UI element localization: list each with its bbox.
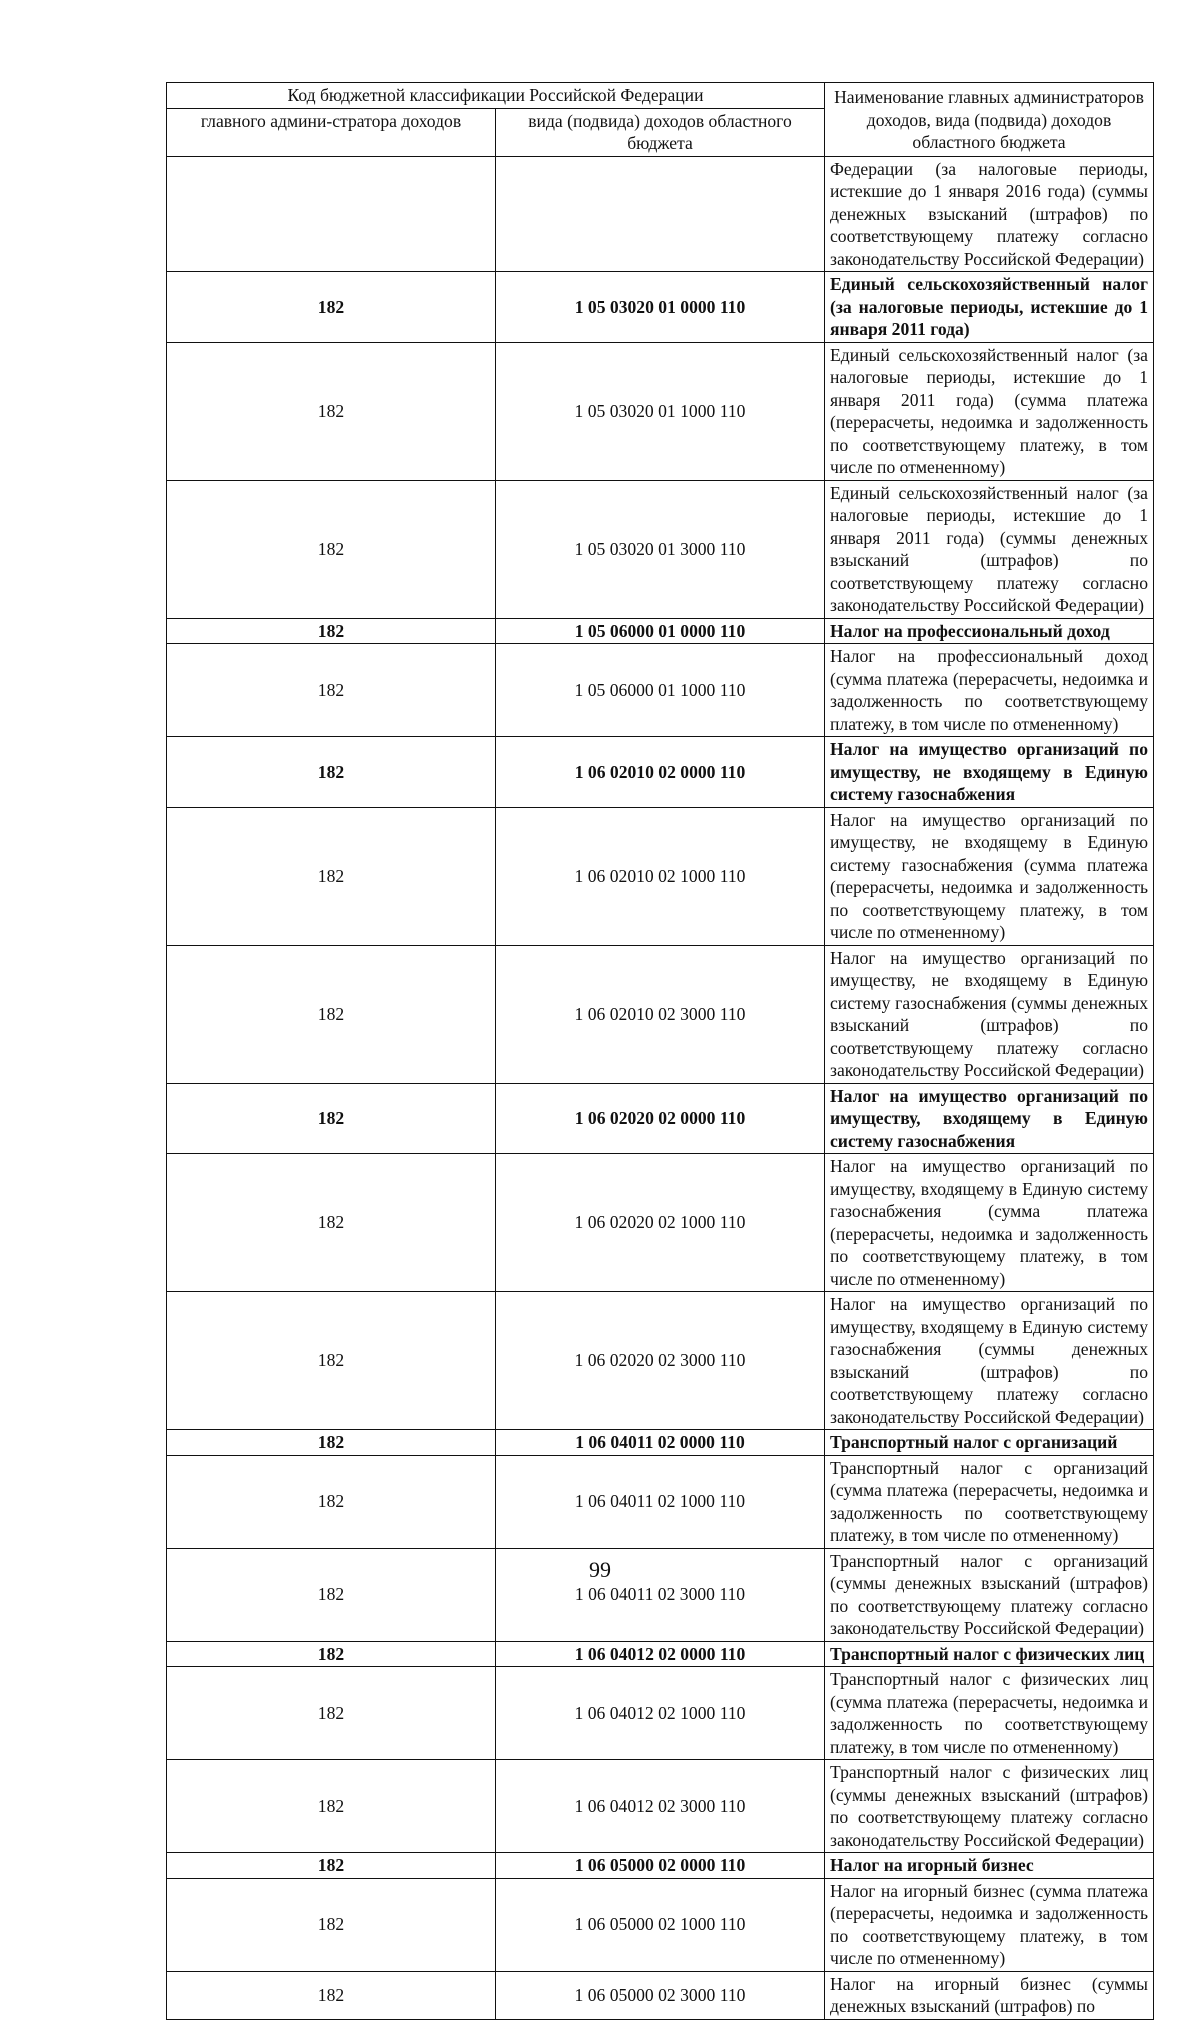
income-code-cell: 1 05 06000 01 1000 110 xyxy=(496,644,825,737)
income-name-cell: Налог на имущество организаций по имуществу, не входящему в Единую систему газоснабжения (суммы денежных взысканий (штрафов) по соответствующему платежу согласно законодательству Российской Федерации) xyxy=(825,945,1154,1083)
income-name-cell: Налог на игорный бизнес (суммы денежных взысканий (штрафов) по xyxy=(825,1971,1154,2019)
admin-code-cell: 182 xyxy=(167,342,496,480)
income-code-cell: 1 06 04011 02 3000 110 xyxy=(496,1548,825,1641)
income-name-cell: Налог на имущество организаций по имуществу, не входящему в Единую систему газоснабжения xyxy=(825,737,1154,808)
admin-code-cell: 182 xyxy=(167,807,496,945)
income-code-cell: 1 06 02010 02 0000 110 xyxy=(496,737,825,808)
admin-code-cell: 182 xyxy=(167,945,496,1083)
income-name-cell: Единый сельскохозяйственный налог (за налоговые периоды, истекшие до 1 января 2011 года) xyxy=(825,272,1154,343)
table-row xyxy=(167,945,1154,1083)
income-name-cell: Налог на игорный бизнес (сумма платежа (перерасчеты, недоимка и задолженность по соответствующему платежу, в том числе по отмененному) xyxy=(825,1878,1154,1971)
income-code-cell: 1 06 04012 02 0000 110 xyxy=(496,1641,825,1667)
admin-code-cell: 182 xyxy=(167,1154,496,1292)
income-name-cell: Транспортный налог с организаций xyxy=(825,1430,1154,1456)
income-name-cell: Транспортный налог с физических лиц xyxy=(825,1641,1154,1667)
table-row xyxy=(167,1430,1154,1456)
income-name-cell: Транспортный налог с организаций (суммы денежных взысканий (штрафов) по соответствующему платежу согласно законодательству Российской Федерации) xyxy=(825,1548,1154,1641)
table-row xyxy=(167,1641,1154,1667)
table-row xyxy=(167,272,1154,343)
income-code-cell: 1 06 02020 02 1000 110 xyxy=(496,1154,825,1292)
header-name: Наименование главных администраторов доходов, вида (подвида) доходов областного бюджета xyxy=(825,83,1154,157)
income-code-cell: 1 05 03020 01 0000 110 xyxy=(496,272,825,343)
income-code-cell: 1 05 06000 01 0000 110 xyxy=(496,618,825,644)
admin-code-cell: 182 xyxy=(167,1878,496,1971)
header-budget-code-group: Код бюджетной классификации Российской Федерации xyxy=(167,83,825,109)
income-code-cell: 1 06 02010 02 3000 110 xyxy=(496,945,825,1083)
table-row xyxy=(167,1878,1154,1971)
table-row xyxy=(167,1455,1154,1548)
table-row xyxy=(167,1154,1154,1292)
income-code-cell: 1 06 04011 02 0000 110 xyxy=(496,1430,825,1456)
document-page xyxy=(166,82,1154,2020)
table-row xyxy=(167,480,1154,618)
income-name-cell: Налог на имущество организаций по имуществу, не входящему в Единую систему газоснабжения (сумма платежа (перерасчеты, недоимка и задолженность по соответствующему платежу, в том числе по отмененному) xyxy=(825,807,1154,945)
admin-code-cell: 182 xyxy=(167,1971,496,2019)
table-row xyxy=(167,1292,1154,1430)
table-row xyxy=(167,1760,1154,1853)
admin-code-cell: 182 xyxy=(167,1430,496,1456)
table-row xyxy=(167,807,1154,945)
income-code-cell: 1 06 02020 02 3000 110 xyxy=(496,1292,825,1430)
income-code-cell: 1 06 05000 02 0000 110 xyxy=(496,1853,825,1879)
income-name-cell: Налог на имущество организаций по имуществу, входящему в Единую систему газоснабжения xyxy=(825,1083,1154,1154)
income-code-cell: 1 06 05000 02 1000 110 xyxy=(496,1878,825,1971)
income-name-cell: Транспортный налог с организаций (сумма платежа (перерасчеты, недоимка и задолженность по соответствующему платежу, в том числе по отмененному) xyxy=(825,1455,1154,1548)
income-name-cell: Транспортный налог с физических лиц (суммы денежных взысканий (штрафов) по соответствующему платежу согласно законодательству Российской Федерации) xyxy=(825,1760,1154,1853)
income-name-cell: Единый сельскохозяйственный налог (за налоговые периоды, истекшие до 1 января 2011 года) (сумма платежа (перерасчеты, недоимка и задолженность по соответствующему платежу, в том числе по отмененному) xyxy=(825,342,1154,480)
income-name-cell: Налог на игорный бизнес xyxy=(825,1853,1154,1879)
income-name-cell: Налог на профессиональный доход (сумма платежа (перерасчеты, недоимка и задолженность по соответствующему платежу, в том числе по отмененному) xyxy=(825,644,1154,737)
admin-code-cell: 182 xyxy=(167,1760,496,1853)
income-code-cell: 1 06 05000 02 3000 110 xyxy=(496,1971,825,2019)
income-name-cell: Налог на имущество организаций по имуществу, входящему в Единую систему газоснабжения (суммы денежных взысканий (штрафов) по соответствующему платежу согласно законодательству Российской Федерации) xyxy=(825,1292,1154,1430)
table-row xyxy=(167,618,1154,644)
admin-code-cell: 182 xyxy=(167,644,496,737)
table-row xyxy=(167,1853,1154,1879)
income-code-cell xyxy=(496,156,825,272)
income-code-cell: 1 06 02010 02 1000 110 xyxy=(496,807,825,945)
admin-code-cell: 182 xyxy=(167,1667,496,1760)
table-row xyxy=(167,156,1154,272)
admin-code-cell: 182 xyxy=(167,1548,496,1641)
admin-code-cell: 182 xyxy=(167,1292,496,1430)
admin-code-cell: 182 xyxy=(167,1641,496,1667)
table-row xyxy=(167,1971,1154,2019)
admin-code-cell: 182 xyxy=(167,1455,496,1548)
admin-code-cell: 182 xyxy=(167,272,496,343)
income-name-cell: Налог на профессиональный доход xyxy=(825,618,1154,644)
admin-code-cell: 182 xyxy=(167,618,496,644)
admin-code-cell xyxy=(167,156,496,272)
admin-code-cell: 182 xyxy=(167,1083,496,1154)
income-name-cell: Единый сельскохозяйственный налог (за налоговые периоды, истекшие до 1 января 2011 года) (суммы денежных взысканий (штрафов) по соответствующему платежу согласно законодательству Российской Федерации) xyxy=(825,480,1154,618)
header-income-type-code: вида (подвида) доходов областного бюджета xyxy=(496,108,825,156)
header-admin-code: главного админи-стратора доходов xyxy=(167,108,496,156)
page-number: 99 xyxy=(589,1557,611,1582)
income-name-cell: Транспортный налог с физических лиц (сумма платежа (перерасчеты, недоимка и задолженность по соответствующему платежу, в том числе по отмененному) xyxy=(825,1667,1154,1760)
income-code-cell: 1 06 04012 02 3000 110 xyxy=(496,1760,825,1853)
income-name-cell: Налог на имущество организаций по имуществу, входящему в Единую систему газоснабжения (сумма платежа (перерасчеты, недоимка и задолженность по соответствующему платежу, в том числе по отмененному) xyxy=(825,1154,1154,1292)
admin-code-cell: 182 xyxy=(167,737,496,808)
income-name-cell: Федерации (за налоговые периоды, истекшие до 1 января 2016 года) (суммы денежных взысканий (штрафов) по соответствующему платежу согласно законодательству Российской Федерации) xyxy=(825,156,1154,272)
admin-code-cell: 182 xyxy=(167,1853,496,1879)
income-code-cell: 1 06 04012 02 1000 110 xyxy=(496,1667,825,1760)
income-code-cell: 1 06 04011 02 1000 110 xyxy=(496,1455,825,1548)
income-code-cell: 1 05 03020 01 3000 110 xyxy=(496,480,825,618)
table-row xyxy=(167,1083,1154,1154)
table-row xyxy=(167,644,1154,737)
budget-classification-table xyxy=(166,82,1154,2020)
table-row xyxy=(167,1667,1154,1760)
table-body xyxy=(167,156,1154,2019)
income-code-cell: 1 05 03020 01 1000 110 xyxy=(496,342,825,480)
income-code-cell: 1 06 02020 02 0000 110 xyxy=(496,1083,825,1154)
admin-code-cell: 182 xyxy=(167,480,496,618)
table-row xyxy=(167,342,1154,480)
table-row xyxy=(167,737,1154,808)
